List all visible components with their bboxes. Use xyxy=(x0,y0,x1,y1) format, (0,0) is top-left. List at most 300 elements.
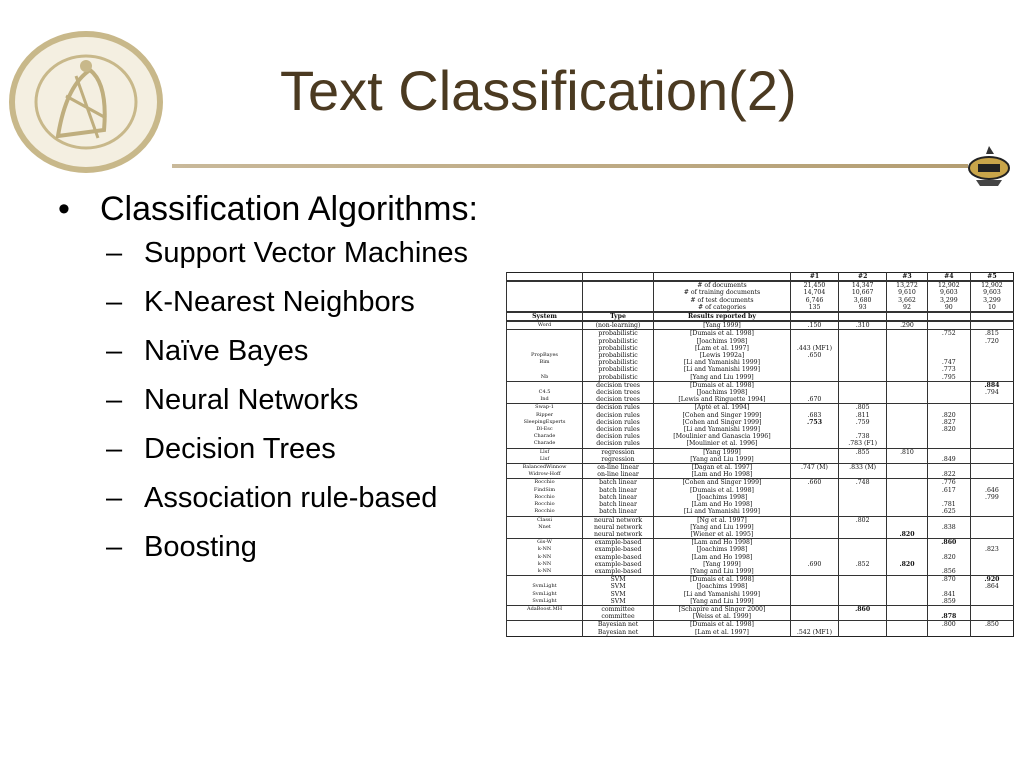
table-row xyxy=(507,464,1014,472)
result-value xyxy=(970,568,1013,576)
result-value: .660 xyxy=(790,479,838,487)
result-value xyxy=(887,389,928,396)
result-value xyxy=(970,524,1013,531)
bullet-classification-algorithms xyxy=(58,186,498,232)
reference-cell: [Dumais et al. 1998] xyxy=(654,487,791,494)
result-value: .625 xyxy=(927,508,970,516)
system-cell: SvmLight xyxy=(507,583,583,590)
result-value: .860 xyxy=(839,605,887,613)
result-value xyxy=(927,516,970,524)
collection-header: #3 xyxy=(887,273,928,282)
result-value: .617 xyxy=(927,487,970,494)
system-cell: Bim xyxy=(507,359,583,366)
stat-value: 12,902 xyxy=(927,281,970,289)
result-value xyxy=(790,456,838,464)
system-cell: k-NN xyxy=(507,561,583,568)
result-value xyxy=(887,539,928,547)
result-value xyxy=(790,366,838,373)
reference-cell: [Yang 1999] xyxy=(654,561,791,568)
result-value xyxy=(887,366,928,373)
reference-cell: [Lam et al. 1997] xyxy=(654,629,791,637)
sub-item: – Association rule-based xyxy=(106,482,438,514)
result-value xyxy=(970,359,1013,366)
reference-cell: [Li and Yamanishi 1999] xyxy=(654,426,791,433)
result-value: .759 xyxy=(839,419,887,426)
type-cell: SVM xyxy=(583,576,654,584)
result-value: .802 xyxy=(839,516,887,524)
result-value xyxy=(970,412,1013,419)
result-value xyxy=(970,464,1013,472)
result-value xyxy=(839,508,887,516)
result-value xyxy=(970,366,1013,373)
stat-value: 6,746 xyxy=(790,297,838,304)
result-value xyxy=(790,487,838,494)
type-cell: batch linear xyxy=(583,494,654,501)
type-cell: decision trees xyxy=(583,396,654,404)
stat-value: 9,603 xyxy=(970,289,1013,296)
result-value xyxy=(839,576,887,584)
result-value: .443 (MF1) xyxy=(790,345,838,352)
table-row xyxy=(507,289,1014,296)
result-value xyxy=(839,591,887,598)
table-cell xyxy=(583,289,654,296)
table-row xyxy=(507,374,1014,382)
result-value xyxy=(970,374,1013,382)
result-value: .747 xyxy=(927,359,970,366)
stat-value: 3,662 xyxy=(887,297,928,304)
table-row xyxy=(507,501,1014,508)
stat-value: 14,704 xyxy=(790,289,838,296)
result-value: .150 xyxy=(790,321,838,330)
result-value xyxy=(839,426,887,433)
result-value xyxy=(790,531,838,539)
bullet-main-text: Classification Algorithms: xyxy=(100,190,478,228)
result-value: .800 xyxy=(927,621,970,629)
table-row xyxy=(507,448,1014,456)
type-cell: probabilistic xyxy=(583,330,654,338)
table-row xyxy=(507,345,1014,352)
result-value xyxy=(970,448,1013,456)
result-value: .860 xyxy=(927,539,970,547)
system-cell xyxy=(507,629,583,637)
result-value xyxy=(970,554,1013,561)
table-row xyxy=(507,524,1014,531)
reference-cell: [Yang and Liu 1999] xyxy=(654,598,791,606)
collection-header: #5 xyxy=(970,273,1013,282)
result-value xyxy=(790,448,838,456)
results-table-image xyxy=(506,272,1014,656)
stat-value: 21,450 xyxy=(790,281,838,289)
stat-value: 10,667 xyxy=(839,289,887,296)
result-value: .838 xyxy=(927,524,970,531)
result-value xyxy=(887,629,928,637)
type-cell: example-based xyxy=(583,561,654,568)
table-row xyxy=(507,396,1014,404)
title-rule xyxy=(172,164,968,168)
stat-label: # of test documents xyxy=(654,297,791,304)
table-cell xyxy=(790,312,838,321)
result-value xyxy=(970,508,1013,516)
reference-cell: [Apté et al. 1994] xyxy=(654,404,791,412)
result-value xyxy=(927,396,970,404)
result-value xyxy=(790,524,838,531)
result-value xyxy=(839,524,887,531)
result-value xyxy=(790,433,838,440)
reference-cell: [Dumais et al. 1998] xyxy=(654,330,791,338)
type-cell: batch linear xyxy=(583,487,654,494)
table-row xyxy=(507,516,1014,524)
result-value xyxy=(790,605,838,613)
stat-label: # of documents xyxy=(654,281,791,289)
result-value: .820 xyxy=(927,426,970,433)
result-value xyxy=(927,404,970,412)
stat-value: 3,680 xyxy=(839,297,887,304)
table-row xyxy=(507,487,1014,494)
result-value: .690 xyxy=(790,561,838,568)
result-value: .815 xyxy=(970,330,1013,338)
system-cell: Rocchio xyxy=(507,501,583,508)
system-cell: Llsf xyxy=(507,456,583,464)
table-row xyxy=(507,273,1014,282)
result-value xyxy=(790,508,838,516)
reference-cell: [Cohen and Singer 1999] xyxy=(654,479,791,487)
reference-cell: [Yang and Liu 1999] xyxy=(654,456,791,464)
stat-value: 9,610 xyxy=(887,289,928,296)
reference-cell: [Dagan et al. 1997] xyxy=(654,464,791,472)
table-row xyxy=(507,304,1014,312)
table-row xyxy=(507,583,1014,590)
result-value xyxy=(927,583,970,590)
type-cell: decision rules xyxy=(583,412,654,419)
table-row xyxy=(507,629,1014,637)
result-value: .794 xyxy=(970,389,1013,396)
type-cell: decision trees xyxy=(583,381,654,389)
result-value xyxy=(970,426,1013,433)
type-cell: decision rules xyxy=(583,426,654,433)
result-value xyxy=(970,629,1013,637)
result-value xyxy=(790,554,838,561)
type-cell: probabilistic xyxy=(583,359,654,366)
result-value xyxy=(970,539,1013,547)
table-row xyxy=(507,352,1014,359)
table-row xyxy=(507,419,1014,426)
type-cell: (non-learning) xyxy=(583,321,654,330)
reference-cell: [Lam et al. 1997] xyxy=(654,345,791,352)
result-value xyxy=(839,345,887,352)
result-value xyxy=(927,448,970,456)
table-cell xyxy=(507,304,583,312)
results-table xyxy=(506,272,1014,637)
result-value xyxy=(887,568,928,576)
result-value: .820 xyxy=(927,554,970,561)
stat-value: 90 xyxy=(927,304,970,312)
result-value: .748 xyxy=(839,479,887,487)
result-value: .811 xyxy=(839,412,887,419)
table-row xyxy=(507,605,1014,613)
result-value xyxy=(927,352,970,359)
table-row xyxy=(507,471,1014,479)
result-value xyxy=(927,494,970,501)
result-value: .827 xyxy=(927,419,970,426)
result-value: .870 xyxy=(927,576,970,584)
result-value xyxy=(790,330,838,338)
reference-cell: [Weiss et al. 1999] xyxy=(654,613,791,621)
result-value: .799 xyxy=(970,494,1013,501)
type-cell: batch linear xyxy=(583,508,654,516)
table-row xyxy=(507,508,1014,516)
column-header: Results reported by xyxy=(654,312,791,321)
result-value xyxy=(839,531,887,539)
result-value: .820 xyxy=(887,561,928,568)
system-cell: Rocchio xyxy=(507,508,583,516)
result-value xyxy=(887,583,928,590)
system-cell xyxy=(507,345,583,352)
table-cell xyxy=(654,273,791,282)
reference-cell: [Yang and Liu 1999] xyxy=(654,524,791,531)
reference-cell: [Joachims 1998] xyxy=(654,389,791,396)
university-seal-logo xyxy=(6,26,166,176)
type-cell: Bayesian net xyxy=(583,629,654,637)
table-row xyxy=(507,456,1014,464)
result-value xyxy=(970,440,1013,448)
result-value xyxy=(970,321,1013,330)
result-value xyxy=(839,621,887,629)
bullet-dot-icon: • xyxy=(58,190,70,228)
table-row xyxy=(507,591,1014,598)
result-value xyxy=(839,494,887,501)
system-cell: Charade xyxy=(507,433,583,440)
result-value xyxy=(790,389,838,396)
type-cell: regression xyxy=(583,448,654,456)
stat-value: 12,902 xyxy=(970,281,1013,289)
reference-cell: [Yang 1999] xyxy=(654,321,791,330)
sub-item: – Boosting xyxy=(106,531,257,563)
table-cell xyxy=(970,312,1013,321)
system-cell: SvmLight xyxy=(507,591,583,598)
result-value: .856 xyxy=(927,568,970,576)
type-cell: example-based xyxy=(583,568,654,576)
reference-cell: [Li and Yamanishi 1999] xyxy=(654,366,791,373)
table-row xyxy=(507,426,1014,433)
collection-header: #4 xyxy=(927,273,970,282)
table-row xyxy=(507,546,1014,553)
reference-cell: [Dumais et al. 1998] xyxy=(654,621,791,629)
system-cell: Word xyxy=(507,321,583,330)
result-value xyxy=(927,433,970,440)
system-cell: Rocchio xyxy=(507,494,583,501)
result-value xyxy=(887,605,928,613)
table-cell xyxy=(507,273,583,282)
table-row xyxy=(507,613,1014,621)
system-cell: Llsf xyxy=(507,448,583,456)
type-cell: decision rules xyxy=(583,404,654,412)
table-row xyxy=(507,330,1014,338)
reference-cell: [Moulinier and Ganascia 1996] xyxy=(654,433,791,440)
result-value xyxy=(839,539,887,547)
result-value xyxy=(790,516,838,524)
type-cell: example-based xyxy=(583,539,654,547)
system-cell: k-NN xyxy=(507,546,583,553)
result-value xyxy=(790,494,838,501)
result-value xyxy=(970,605,1013,613)
stat-value: 92 xyxy=(887,304,928,312)
result-value xyxy=(970,352,1013,359)
result-value xyxy=(970,501,1013,508)
reference-cell: [Schapire and Singer 2000] xyxy=(654,605,791,613)
result-value xyxy=(790,426,838,433)
result-value xyxy=(887,591,928,598)
result-value xyxy=(887,338,928,345)
type-cell: example-based xyxy=(583,554,654,561)
type-cell: probabilistic xyxy=(583,352,654,359)
type-cell: decision trees xyxy=(583,389,654,396)
result-value xyxy=(970,516,1013,524)
result-value xyxy=(839,366,887,373)
result-value xyxy=(839,396,887,404)
result-value: .823 xyxy=(970,546,1013,553)
result-value: .783 (F1) xyxy=(839,440,887,448)
reference-cell: [Cohen and Singer 1999] xyxy=(654,419,791,426)
reference-cell: [Yang and Liu 1999] xyxy=(654,568,791,576)
result-value xyxy=(839,613,887,621)
table-cell xyxy=(507,297,583,304)
type-cell: SVM xyxy=(583,591,654,598)
result-value xyxy=(970,456,1013,464)
system-cell: Nb xyxy=(507,374,583,382)
table-row xyxy=(507,539,1014,547)
reference-cell: [Li and Yamanishi 1999] xyxy=(654,359,791,366)
result-value xyxy=(927,345,970,352)
result-value xyxy=(887,456,928,464)
table-row xyxy=(507,568,1014,576)
type-cell: on-line linear xyxy=(583,471,654,479)
result-value xyxy=(839,352,887,359)
system-cell: SvmLight xyxy=(507,598,583,606)
result-value: .290 xyxy=(887,321,928,330)
type-cell: neural network xyxy=(583,531,654,539)
sub-item: – Naïve Bayes xyxy=(106,335,309,367)
result-value xyxy=(887,554,928,561)
table-cell xyxy=(507,281,583,289)
stat-value: 9,603 xyxy=(927,289,970,296)
result-value xyxy=(927,321,970,330)
system-cell xyxy=(507,621,583,629)
table-row xyxy=(507,531,1014,539)
type-cell: probabilistic xyxy=(583,366,654,373)
reference-cell: [Li and Yamanishi 1999] xyxy=(654,508,791,516)
result-value xyxy=(790,583,838,590)
result-value xyxy=(790,568,838,576)
result-value xyxy=(887,546,928,553)
result-value xyxy=(887,598,928,606)
reference-cell: [Li and Yamanishi 1999] xyxy=(654,591,791,598)
result-value xyxy=(887,404,928,412)
result-value xyxy=(927,546,970,553)
result-value xyxy=(839,374,887,382)
table-row xyxy=(507,338,1014,345)
result-value: .776 xyxy=(927,479,970,487)
type-cell: decision rules xyxy=(583,433,654,440)
system-cell: Dl-Esc xyxy=(507,426,583,433)
result-value xyxy=(887,508,928,516)
reference-cell: [Wiener et al. 1995] xyxy=(654,531,791,539)
result-value xyxy=(839,359,887,366)
result-value: .805 xyxy=(839,404,887,412)
result-value xyxy=(887,419,928,426)
result-value: .864 xyxy=(970,583,1013,590)
result-value: .822 xyxy=(927,471,970,479)
result-value: .841 xyxy=(927,591,970,598)
result-value xyxy=(970,613,1013,621)
table-row xyxy=(507,440,1014,448)
result-value xyxy=(790,591,838,598)
result-value: .884 xyxy=(970,381,1013,389)
reference-cell: [Yang and Liu 1999] xyxy=(654,374,791,382)
reference-cell: [Joachims 1998] xyxy=(654,338,791,345)
sub-item: – Decision Trees xyxy=(106,433,336,465)
result-value xyxy=(790,381,838,389)
result-value xyxy=(887,396,928,404)
result-value: .542 (MF1) xyxy=(790,629,838,637)
result-value xyxy=(970,479,1013,487)
result-value xyxy=(839,501,887,508)
result-value xyxy=(790,359,838,366)
result-value: .920 xyxy=(970,576,1013,584)
purdue-emblem-icon xyxy=(964,144,1014,188)
result-value xyxy=(887,494,928,501)
reference-cell: [Lewis 1992a] xyxy=(654,352,791,359)
result-value xyxy=(887,621,928,629)
result-value: .820 xyxy=(887,531,928,539)
result-value xyxy=(970,591,1013,598)
table-cell xyxy=(887,312,928,321)
sub-item: – K-Nearest Neighbors xyxy=(106,286,415,318)
result-value xyxy=(970,433,1013,440)
result-value xyxy=(887,359,928,366)
result-value xyxy=(887,516,928,524)
result-value xyxy=(839,487,887,494)
result-value xyxy=(887,433,928,440)
result-value: .753 xyxy=(790,419,838,426)
sub-item: – Neural Networks xyxy=(106,384,359,416)
result-value xyxy=(790,613,838,621)
table-row xyxy=(507,404,1014,412)
reference-cell: [Joachims 1998] xyxy=(654,494,791,501)
type-cell: probabilistic xyxy=(583,338,654,345)
type-cell: neural network xyxy=(583,524,654,531)
system-cell: AdaBoost.MH xyxy=(507,605,583,613)
table-row xyxy=(507,621,1014,629)
sub-item: – Support Vector Machines xyxy=(106,237,469,269)
result-value xyxy=(790,576,838,584)
type-cell: Bayesian net xyxy=(583,621,654,629)
table-row xyxy=(507,321,1014,330)
reference-cell: [Moulinier et al. 1996] xyxy=(654,440,791,448)
result-value: .849 xyxy=(927,456,970,464)
stat-value: 14,347 xyxy=(839,281,887,289)
system-cell xyxy=(507,576,583,584)
reference-cell: [Joachims 1998] xyxy=(654,546,791,553)
result-value: .852 xyxy=(839,561,887,568)
result-value xyxy=(839,583,887,590)
result-value: .747 (M) xyxy=(790,464,838,472)
result-value xyxy=(887,412,928,419)
result-value: .646 xyxy=(970,487,1013,494)
result-value xyxy=(887,352,928,359)
type-cell: batch linear xyxy=(583,479,654,487)
reference-cell: [Dumais et al. 1998] xyxy=(654,576,791,584)
system-cell: FindSim xyxy=(507,487,583,494)
